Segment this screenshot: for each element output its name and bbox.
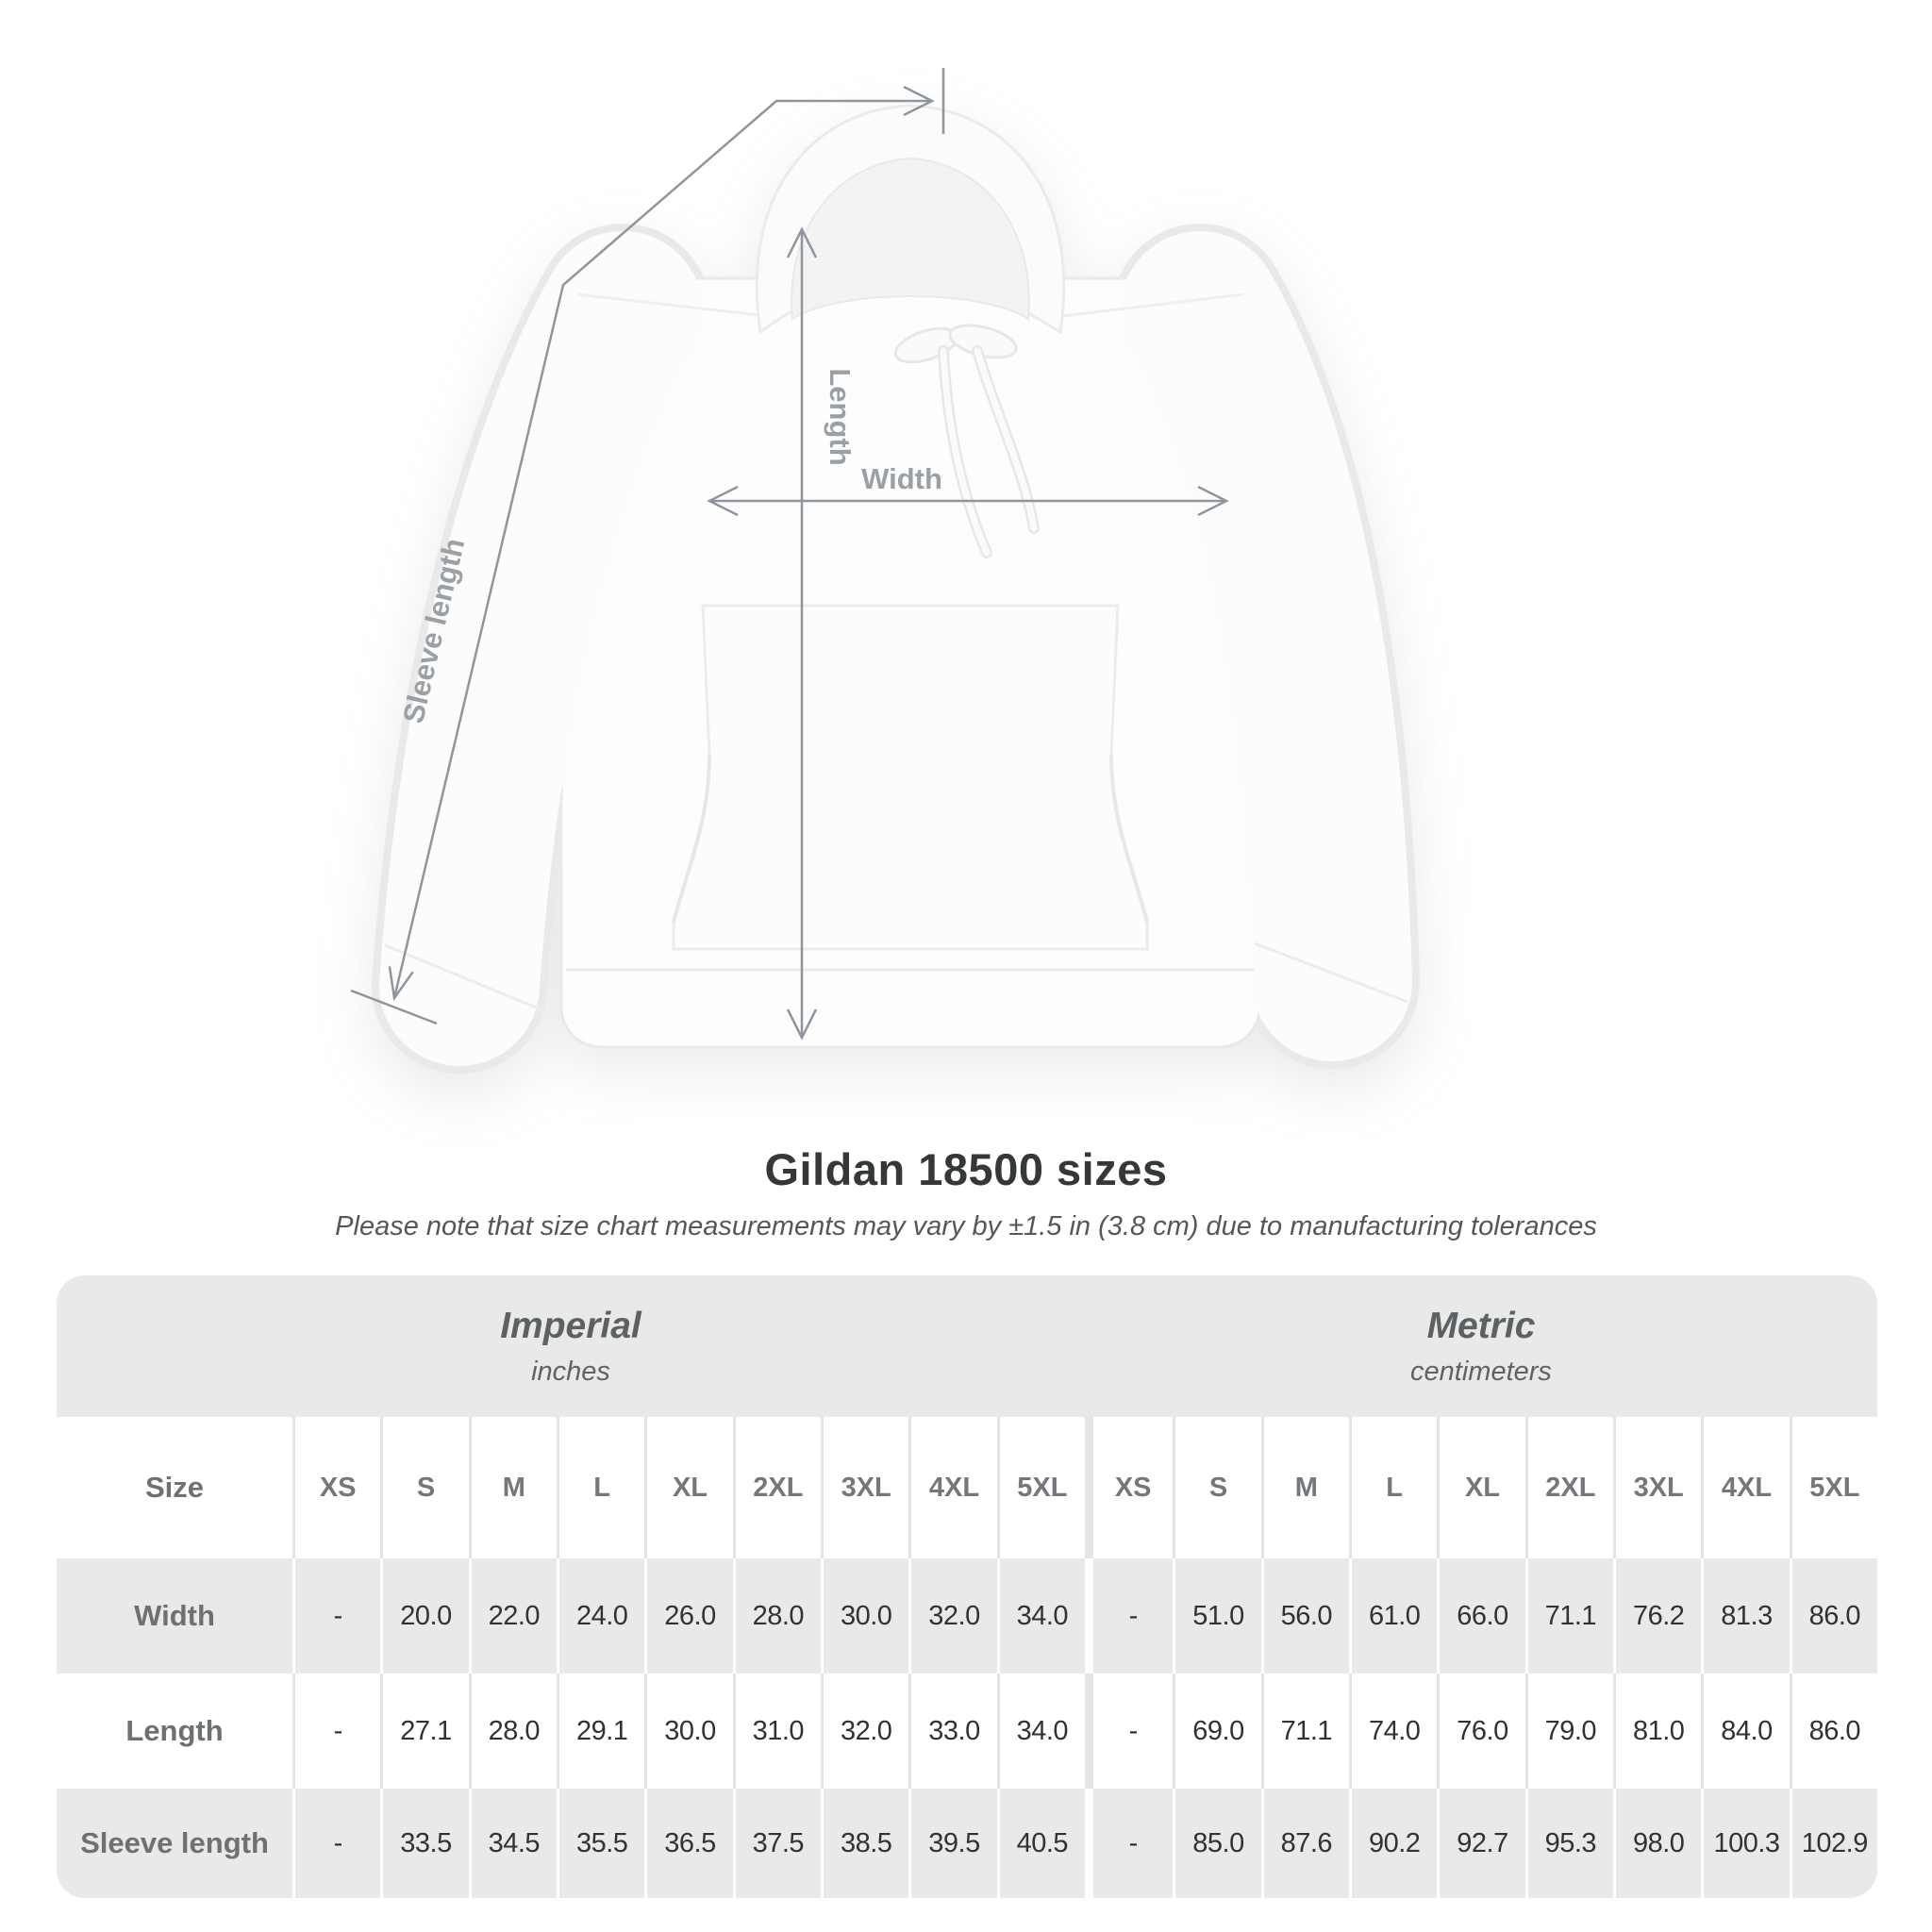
cell-sleeve_length-imperial-xs: - <box>292 1789 380 1898</box>
cell-sleeve_length-metric-l: 90.2 <box>1349 1789 1437 1898</box>
cell-sleeve_length-metric-m: 87.6 <box>1261 1789 1349 1898</box>
cell-width-imperial-s: 20.0 <box>380 1558 468 1674</box>
width-label: Width <box>861 462 942 495</box>
unit-banner <box>57 1275 1877 1417</box>
cell-width-imperial-3xl: 30.0 <box>821 1558 908 1674</box>
cell-length-imperial-5xl: 34.0 <box>997 1674 1085 1789</box>
size-header-metric-xl: XL <box>1437 1417 1524 1558</box>
size-header-imperial-m: M <box>469 1417 557 1558</box>
cell-width-imperial-m: 22.0 <box>469 1558 557 1674</box>
cell-sleeve_length-imperial-2xl: 37.5 <box>733 1789 821 1898</box>
size-header-metric-2xl: 2XL <box>1525 1417 1613 1558</box>
cell-length-imperial-xs: - <box>292 1674 380 1789</box>
cell-width-metric-5xl: 86.0 <box>1790 1558 1877 1674</box>
cell-width-metric-3xl: 76.2 <box>1613 1558 1701 1674</box>
size-column-header: Size <box>144 1471 205 1504</box>
cell-length-metric-xs: - <box>1085 1674 1173 1789</box>
cell-width-imperial-5xl: 34.0 <box>997 1558 1085 1674</box>
cell-length-metric-xl: 76.0 <box>1437 1674 1524 1789</box>
cell-length-imperial-xl: 30.0 <box>644 1674 732 1789</box>
cell-width-imperial-xs: - <box>292 1558 380 1674</box>
measurement-row-sleeve_length <box>57 1789 1877 1898</box>
sleeve-length-label: Sleeve length <box>396 535 472 726</box>
size-table-rows <box>57 1417 1877 1898</box>
cell-width-imperial-2xl: 28.0 <box>733 1558 821 1674</box>
size-header-imperial-l: L <box>557 1417 644 1558</box>
cell-sleeve_length-metric-2xl: 95.3 <box>1525 1789 1613 1898</box>
cell-sleeve_length-imperial-5xl: 40.5 <box>997 1789 1085 1898</box>
cell-length-metric-l: 74.0 <box>1349 1674 1437 1789</box>
cell-width-metric-2xl: 71.1 <box>1525 1558 1613 1674</box>
cell-sleeve_length-imperial-xl: 36.5 <box>644 1789 732 1898</box>
size-header-metric-3xl: 3XL <box>1613 1417 1701 1558</box>
cell-width-metric-m: 56.0 <box>1261 1558 1349 1674</box>
metric-title: Metric <box>1426 1305 1536 1346</box>
measurement-row-length <box>57 1674 1877 1789</box>
table-header-row <box>57 1417 1877 1558</box>
cell-sleeve_length-metric-xl: 92.7 <box>1437 1789 1524 1898</box>
metric-banner <box>1085 1275 1877 1417</box>
imperial-title: Imperial <box>500 1305 641 1346</box>
cell-length-metric-5xl: 86.0 <box>1790 1674 1877 1789</box>
size-header-imperial-s: S <box>380 1417 468 1558</box>
hoodie-illustration <box>385 106 1407 1047</box>
imperial-banner <box>57 1275 1085 1417</box>
cell-width-metric-xl: 66.0 <box>1437 1558 1524 1674</box>
tolerance-note: Please note that size chart measurements may vary by ±1.5 in (3.8 cm) due to manufacturing tolerances <box>335 1211 1597 1241</box>
cell-length-imperial-m: 28.0 <box>469 1674 557 1789</box>
cell-length-metric-2xl: 79.0 <box>1525 1674 1613 1789</box>
cell-sleeve_length-imperial-l: 35.5 <box>557 1789 644 1898</box>
cell-sleeve_length-imperial-s: 33.5 <box>380 1789 468 1898</box>
kangaroo-pocket <box>674 606 1147 949</box>
cell-length-imperial-s: 27.1 <box>380 1674 468 1789</box>
size-header-imperial-xl: XL <box>644 1417 732 1558</box>
cell-width-metric-xs: - <box>1085 1558 1173 1674</box>
row-label-length: Length <box>125 1714 224 1747</box>
size-header-metric-4xl: 4XL <box>1701 1417 1789 1558</box>
row-label-sleeve_length: Sleeve length <box>80 1826 269 1859</box>
cell-width-imperial-4xl: 32.0 <box>908 1558 996 1674</box>
size-header-metric-l: L <box>1349 1417 1437 1558</box>
imperial-subtitle: inches <box>531 1356 610 1387</box>
cell-sleeve_length-imperial-3xl: 38.5 <box>821 1789 908 1898</box>
cell-length-metric-3xl: 81.0 <box>1613 1674 1701 1789</box>
cell-sleeve_length-metric-5xl: 102.9 <box>1790 1789 1877 1898</box>
cell-sleeve_length-imperial-m: 34.5 <box>469 1789 557 1898</box>
cell-width-imperial-l: 24.0 <box>557 1558 644 1674</box>
size-header-imperial-5xl: 5XL <box>997 1417 1085 1558</box>
cell-length-metric-s: 69.0 <box>1173 1674 1260 1789</box>
size-header-metric-m: M <box>1261 1417 1349 1558</box>
cell-length-metric-4xl: 84.0 <box>1701 1674 1789 1789</box>
size-table <box>57 1275 1877 1898</box>
size-header-metric-s: S <box>1173 1417 1260 1558</box>
metric-subtitle: centimeters <box>1410 1356 1552 1387</box>
cell-length-imperial-2xl: 31.0 <box>733 1674 821 1789</box>
cell-width-metric-l: 61.0 <box>1349 1558 1437 1674</box>
cell-width-imperial-xl: 26.0 <box>644 1558 732 1674</box>
cell-sleeve_length-imperial-4xl: 39.5 <box>908 1789 996 1898</box>
size-header-imperial-4xl: 4XL <box>908 1417 996 1558</box>
size-header-imperial-3xl: 3XL <box>821 1417 908 1558</box>
measurement-row-width <box>57 1558 1877 1674</box>
page-title: Gildan 18500 sizes <box>764 1144 1168 1194</box>
cell-sleeve_length-metric-3xl: 98.0 <box>1613 1789 1701 1898</box>
cell-length-metric-m: 71.1 <box>1261 1674 1349 1789</box>
size-header-imperial-xs: XS <box>292 1417 380 1558</box>
cell-length-imperial-4xl: 33.0 <box>908 1674 996 1789</box>
cell-length-imperial-l: 29.1 <box>557 1674 644 1789</box>
cell-length-imperial-3xl: 32.0 <box>821 1674 908 1789</box>
size-header-metric-5xl: 5XL <box>1790 1417 1877 1558</box>
cell-sleeve_length-metric-s: 85.0 <box>1173 1789 1260 1898</box>
size-header-metric-xs: XS <box>1085 1417 1173 1558</box>
cell-width-metric-4xl: 81.3 <box>1701 1558 1789 1674</box>
cell-width-metric-s: 51.0 <box>1173 1558 1260 1674</box>
cell-sleeve_length-metric-xs: - <box>1085 1789 1173 1898</box>
length-label: Length <box>824 368 857 466</box>
row-label-width: Width <box>134 1599 215 1632</box>
size-header-imperial-2xl: 2XL <box>733 1417 821 1558</box>
cell-sleeve_length-metric-4xl: 100.3 <box>1701 1789 1789 1898</box>
